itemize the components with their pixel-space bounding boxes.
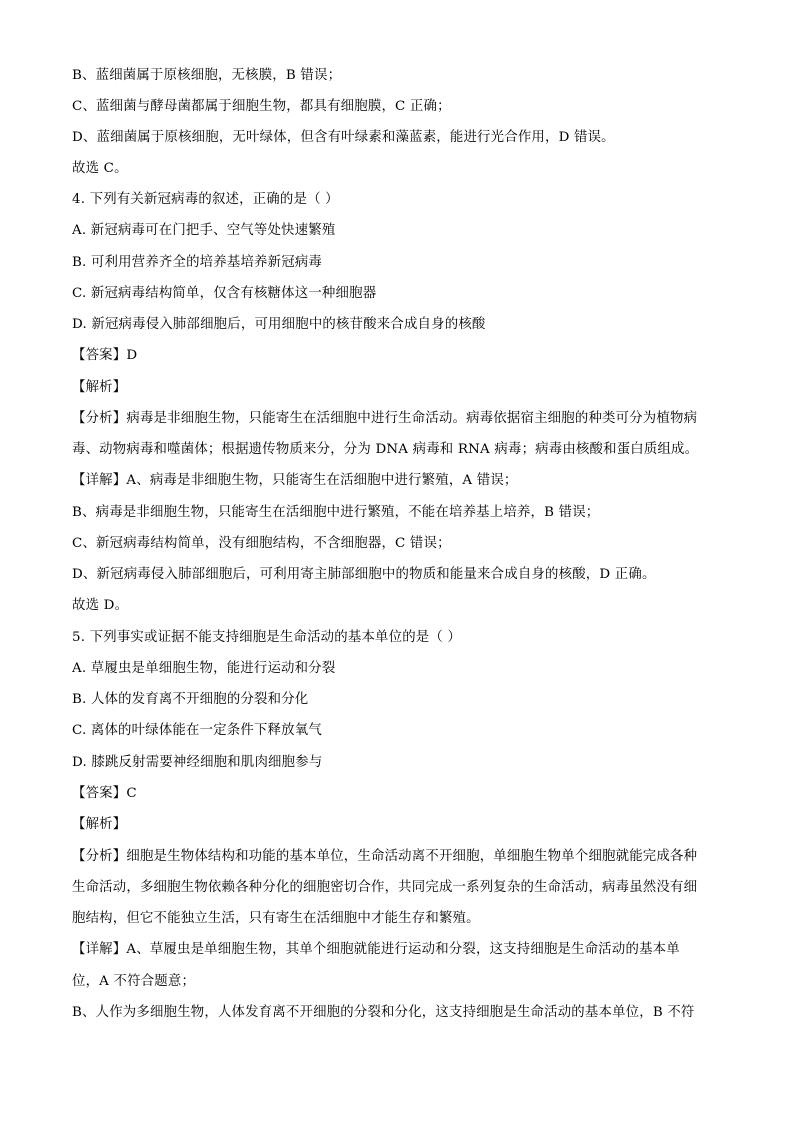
- text-line: 故选 C。: [72, 161, 128, 176]
- text-line: 生命活动，多细胞生物依赖各种分化的细胞密切合作，共同完成一系列复杂的生命活动，病毒虽然没有细: [72, 880, 698, 895]
- option-d: D. 新冠病毒侵入肺部细胞后，可用细胞中的核苷酸来合成自身的核酸: [72, 317, 486, 332]
- text-line: 毒、动物病毒和噬菌体；根据遗传物质来分，分为 DNA 病毒和 RNA 病毒；病毒由核酸和蛋白质组成。: [72, 442, 699, 457]
- text-line: D、新冠病毒侵入肺部细胞后，可利用寄主肺部细胞中的物质和能量来合成自身的核酸，D 正确。: [72, 567, 656, 582]
- text-line: 【详解】A、草履虫是单细胞生物，其单个细胞就能进行运动和分裂，这支持细胞是生命活动的基本单: [72, 942, 680, 957]
- text-line: 【分析】细胞是生物体结构和功能的基本单位，生命活动离不开细胞，单细胞生物单个细胞就能完成各种: [72, 849, 698, 864]
- analysis-heading: 【解析】: [72, 380, 127, 395]
- question-stem: 5. 下列事实或证据不能支持细胞是生命活动的基本单位的是（ ）: [72, 630, 462, 645]
- answer-line: 【答案】C: [72, 786, 137, 801]
- text-line: 位，A 不符合题意；: [72, 974, 196, 989]
- answer-line: 【答案】D: [72, 348, 138, 363]
- text-line: 胞结构，但它不能独立生活，只有寄生在活细胞中才能生存和繁殖。: [72, 911, 480, 926]
- text-line: 【分析】病毒是非细胞生物，只能寄生在活细胞中进行生命活动。病毒依据宿主细胞的种类可分为植物病: [72, 411, 698, 426]
- text-line: B、人作为多细胞生物，人体发育离不开细胞的分裂和分化，这支持细胞是生命活动的基本单位，B 不符: [72, 1005, 695, 1020]
- option-d: D. 膝跳反射需要神经细胞和肌肉细胞参与: [72, 755, 323, 770]
- option-b: B. 人体的发育离不开细胞的分裂和分化: [72, 692, 309, 707]
- option-c: C. 离体的叶绿体能在一定条件下释放氧气: [72, 723, 322, 738]
- analysis-heading: 【解析】: [72, 817, 127, 832]
- text-line: C、新冠病毒结构简单，没有细胞结构，不含细胞器，C 错误；: [72, 536, 451, 551]
- text-line: 【详解】A、病毒是非细胞生物，只能寄生在活细胞中进行繁殖，A 错误；: [72, 473, 518, 488]
- option-c: C. 新冠病毒结构简单，仅含有核糖体这一种细胞器: [72, 286, 377, 301]
- question-stem: 4. 下列有关新冠病毒的叙述，正确的是（ ）: [72, 192, 339, 207]
- option-a: A. 草履虫是单细胞生物，能进行运动和分裂: [72, 661, 336, 676]
- text-line: 故选 D。: [72, 598, 129, 613]
- text-line: B、蓝细菌属于原核细胞，无核膜，B 错误；: [72, 68, 342, 83]
- text-line: D、蓝细菌属于原核细胞，无叶绿体，但含有叶绿素和藻蓝素，能进行光合作用，D 错误。: [72, 130, 615, 145]
- option-b: B. 可利用营养齐全的培养基培养新冠病毒: [72, 255, 322, 270]
- text-line: B、病毒是非细胞生物，只能寄生在活细胞中进行繁殖，不能在培养基上培养，B 错误；: [72, 505, 600, 520]
- option-a: A. 新冠病毒可在门把手、空气等处快速繁殖: [72, 223, 336, 238]
- text-line: C、蓝细菌与酵母菌都属于细胞生物，都具有细胞膜，C 正确；: [72, 99, 451, 114]
